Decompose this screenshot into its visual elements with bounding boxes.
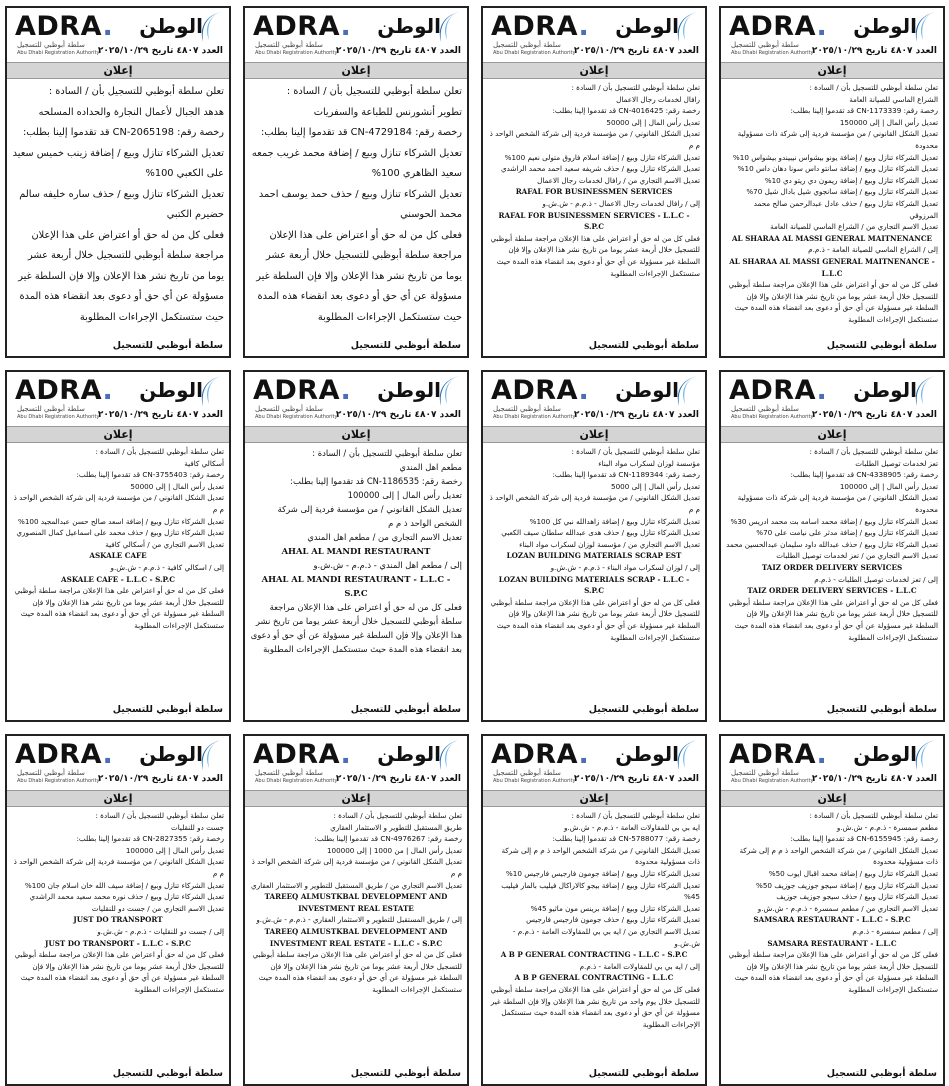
notice-line: إلى / الشراع الماسي للصيانة العامة - ذ.م.م xyxy=(808,245,938,255)
notice-line: تعديل رأس المال | من 1000 | إلى 100000 xyxy=(326,845,462,855)
adra-english-name: Abu Dhabi Registration Authority xyxy=(255,778,338,784)
notice-line: مطعم اهل المندي xyxy=(399,462,462,472)
notice-line: رخصة رقم: CN-4729184 قد تقدموا إلينا بطلب: xyxy=(260,127,462,138)
adra-arabic-name: سلطة أبوظبي للتسجيل xyxy=(255,405,323,413)
notice-line: إلى / ايه بي بي للمقاولات العامة - ذ.م.م xyxy=(579,961,700,971)
notice-line: تعلن سلطة أبوظبي للتسجيل بأن / السادة : xyxy=(333,811,462,820)
issue-number-date: العدد ٤٨٠٧ تاريخ ٢٠٢٥/١٠/٢٩ xyxy=(335,410,461,420)
notice-line: تعلن سلطة أبوظبي للتسجيل بأن / السادة : xyxy=(571,447,700,456)
notice-banner: إعلان xyxy=(7,426,229,443)
notice-line: مطعم سمسرة - ذ.م.م - ش.ش.و xyxy=(836,822,938,832)
notice-line: تعديل الاسم التجاري من / تعز لخدمات توصيل الطلبات xyxy=(776,551,938,561)
notice-line: تعديل الاسم التجاري من / جست دو للنقليات xyxy=(91,903,224,913)
notice-body xyxy=(721,443,943,704)
adra-logo: ADRA. xyxy=(729,11,828,42)
issue-number-date: العدد ٤٨٠٧ تاريخ ٢٠٢٥/١٠/٢٩ xyxy=(97,46,223,56)
notice-line: إلى / اسكالي كافية - ذ.م.م - ش.ش.و xyxy=(110,562,224,572)
notice-line: تعديل الشركاء تنازل وبيع / إضافة مدثر على نيامت على 70% xyxy=(756,528,938,538)
adra-english-name: Abu Dhabi Registration Authority xyxy=(255,414,338,420)
notice-line: رخصة رقم: CN-6155945 قد تقدموا إلينا بطلب: xyxy=(790,834,938,844)
issue-number-date: العدد ٤٨٠٧ تاريخ ٢٠٢٥/١٠/٢٩ xyxy=(573,410,699,420)
adra-english-name: Abu Dhabi Registration Authority xyxy=(493,778,576,784)
notice-header xyxy=(721,736,943,790)
notice-banner: إعلان xyxy=(483,62,705,79)
notice-line: فعلى كل من له حق أو اعتراض على هذا الإعلان مراجعة سلطة أبوظبي للتسجيل خلال أربعة عشر يوما من تاريخ نشر هذا الإعلان وإلا فإن السلطة غير مسؤولة عن أي حق أو دعوى بعد انقضاء هذه المدة حيث ستستكمل الإجراءات المطلوبة xyxy=(256,229,462,323)
adra-logo: ADRA. xyxy=(729,739,828,770)
adra-english-name: Abu Dhabi Registration Authority xyxy=(731,50,814,56)
notice-line: رخصة رقم: CN-1173339 قد تقدموا إلينا بطلب: xyxy=(790,106,938,116)
notice-line: SAMSARA RESTAURANT - L.L.C xyxy=(767,938,897,948)
notice-card-11 xyxy=(243,734,469,1086)
notice-line: تعديل الشركاء تنازل وبيع / إضافة سانجوي شيل بادال شيل 70% xyxy=(746,187,938,197)
notice-line: تعديل الشركاء تنازل وبيع / إضافة سيف الله خان اسلام جان 100% xyxy=(24,880,224,890)
notice-line: رخصة رقم: CN-2827355 قد تقدموا إلينا بطلب: xyxy=(76,834,224,844)
notice-line: رخصة رقم: CN-2065198 قد تقدموا إلينا بطلب: xyxy=(22,127,224,138)
notice-line: JUST DO TRANSPORT xyxy=(73,915,163,925)
notice-line: أسكالي كافية xyxy=(184,458,224,468)
notice-signature: سلطة أبوظبي للتسجيل xyxy=(826,340,937,351)
adra-logo: ADRA. xyxy=(15,375,114,406)
notice-line: إلى / مطعم سمسرة - ذ.م.م xyxy=(852,926,938,936)
notice-line: تعديل رأس المال | إلى 50000 xyxy=(130,481,224,491)
notice-body xyxy=(245,443,467,704)
notice-line: تعديل الشركاء تنازل وبيع / إضافة جومون فارجيس فارجيس 10% xyxy=(505,868,700,878)
adra-arabic-name: سلطة أبوظبي للتسجيل xyxy=(255,769,323,777)
notice-banner: إعلان xyxy=(721,62,943,79)
notice-line: رخصة رقم: CN-5788077 قد تقدموا إلينا بطلب: xyxy=(552,834,700,844)
notice-body xyxy=(721,79,943,340)
alwatan-newspaper-name: الوطن xyxy=(853,378,917,402)
notice-line: ASKALE CAFE - L.L.C - S.P.C xyxy=(61,574,175,584)
adra-arabic-name: سلطة أبوظبي للتسجيل xyxy=(17,769,85,777)
notice-line: فعلى كل من له حق أو اعتراض على هذا الإعلان مراجعة سلطة أبوظبي للتسجيل خلال أربعة عشر يوما من تاريخ نشر هذا الإعلان وإلا فإن السلطة غير مسؤولة عن أي حق أو دعوى بعد انقضاء هذه المدة حيث ستستكمل الإجراءات المطلوبة xyxy=(14,950,224,994)
notice-line: فعلى كل من له حق أو اعتراض على هذا الإعلان مراجعة سلطة أبوظبي للتسجيل خلال يوم واحد من تاريخ نشر هذا الإعلان وإلا فإن السلطة غير مسؤولة عن أي حق أو دعوى بعد انقضاء هذه المدة حيث ستستكمل الإجراءات المطلوبة xyxy=(490,984,700,1029)
notice-line: رخصة رقم: CN-4338905 قد تقدموا إلينا بطلب: xyxy=(790,470,938,480)
notice-line: تعديل الشركاء تنازل وبيع / حذف شريفه سعيد احمد محمد الراشدي xyxy=(501,164,700,174)
adra-arabic-name: سلطة أبوظبي للتسجيل xyxy=(493,41,561,49)
notice-body xyxy=(245,807,467,1068)
notice-line: تعلن سلطة أبوظبي للتسجيل بأن / السادة : xyxy=(95,447,224,456)
adra-arabic-name: سلطة أبوظبي للتسجيل xyxy=(493,769,561,777)
notice-line: تعديل رأس المال | إلى 150000 xyxy=(839,117,938,127)
notice-line: تعديل الشكل القانوني / من مؤسسة فردية إلى شركة الشخص الواحد ذ م م xyxy=(251,857,462,878)
notice-line: AHAL AL MANDI RESTAURANT xyxy=(281,546,431,556)
alwatan-newspaper-name: الوطن xyxy=(377,742,441,766)
notice-card-5 xyxy=(719,370,945,722)
notice-line: TAREEQ ALMUSTKBAL DEVELOPMENT AND INVESTMENT REAL ESTATE - L.L.C - S.P.C xyxy=(264,926,448,948)
notice-signature: سلطة أبوظبي للتسجيل xyxy=(350,704,461,715)
notice-line: تعلن سلطة أبوظبي للتسجيل بأن / السادة : xyxy=(809,447,938,456)
notice-header xyxy=(7,8,229,62)
notice-signature: سلطة أبوظبي للتسجيل xyxy=(112,704,223,715)
notice-line: RAFAL FOR BUSINESSMEN SERVICES - L.L.C - S.P.C xyxy=(498,210,690,232)
adra-arabic-name: سلطة أبوظبي للتسجيل xyxy=(17,41,85,49)
notice-line: تعلن سلطة أبوظبي للتسجيل بأن / السادة : xyxy=(286,86,462,97)
notice-line: تعديل الشكل القانوني / من مؤسسة فردية إلى شركة الشخص الواحد ذ م م xyxy=(13,857,224,878)
alwatan-newspaper-name: الوطن xyxy=(139,378,203,402)
adra-arabic-name: سلطة أبوظبي للتسجيل xyxy=(731,41,799,49)
notice-signature: سلطة أبوظبي للتسجيل xyxy=(112,1068,223,1079)
notice-line: تعديل الاسم التجاري من / مؤسسة لوزان لسكراب مواد البناء xyxy=(519,539,700,549)
notice-line: TAIZ ORDER DELIVERY SERVICES xyxy=(761,562,903,572)
notice-body xyxy=(7,443,229,704)
adra-english-name: Abu Dhabi Registration Authority xyxy=(731,414,814,420)
alwatan-newspaper-name: الوطن xyxy=(853,742,917,766)
issue-number-date: العدد ٤٨٠٧ تاريخ ٢٠٢٥/١٠/٢٩ xyxy=(811,410,937,420)
notice-line: تعديل رأس المال | إلى 50000 xyxy=(606,117,700,127)
notice-line: تعلن سلطة أبوظبي للتسجيل بأن / السادة : xyxy=(48,86,224,97)
notice-line: تعديل رأس المال | إلى 100000 xyxy=(347,490,462,500)
alwatan-newspaper-name: الوطن xyxy=(377,378,441,402)
notice-card-10 xyxy=(481,734,707,1086)
notice-line: تعديل الاسم التجاري من / مطعم سمسرة - ذ.م.م - ش.ش.و xyxy=(757,903,938,913)
adra-arabic-name: سلطة أبوظبي للتسجيل xyxy=(255,41,323,49)
alwatan-newspaper-name: الوطن xyxy=(139,742,203,766)
notice-line: مؤسسة لوزان لسكراب مواد البناء xyxy=(598,458,700,468)
notice-card-7 xyxy=(243,370,469,722)
notice-banner: إعلان xyxy=(245,426,467,443)
notice-body xyxy=(483,443,705,704)
notice-line: تعديل الاسم التجاري من / رافال لخدمات رجال الاعمال xyxy=(537,175,700,185)
notice-body xyxy=(483,807,705,1068)
adra-logo: ADRA. xyxy=(15,11,114,42)
notice-banner: إعلان xyxy=(245,790,467,807)
notice-line: تعديل الشركاء تنازل وبيع / إضافة سيجو جوزيف جوزيف 50% xyxy=(755,880,938,890)
notice-signature: سلطة أبوظبي للتسجيل xyxy=(588,704,699,715)
notice-signature: سلطة أبوظبي للتسجيل xyxy=(588,340,699,351)
issue-number-date: العدد ٤٨٠٧ تاريخ ٢٠٢٥/١٠/٢٩ xyxy=(573,774,699,784)
issue-number-date: العدد ٤٨٠٧ تاريخ ٢٠٢٥/١٠/٢٩ xyxy=(811,774,937,784)
notice-line: SAMSARA RESTAURANT - L.L.C - S.P.C xyxy=(753,915,911,925)
notice-line: LOZAN BUILDING MATERIALS SCRAP - L.L.C - S.P.C xyxy=(498,574,690,596)
notice-line: تعديل الشركاء تنازل وبيع / حذف عبدالله داود سليمان عبدالحسين محمد xyxy=(726,539,938,549)
notice-line: تعديل الشركاء تنازل وبيع / حذف عادل عبدالرحمن صالح محمد المرزوقي xyxy=(753,198,938,220)
notice-line: فعلى كل من له حق أو اعتراض على هذا الإعلان مراجعة سلطة أبوظبي للتسجيل خلال أربعة عشر يوما من تاريخ نشر هذا الإعلان وإلا فإن السلطة غير مسؤولة عن أي حق أو دعوى بعد انقضاء هذه المدة حيث ستستكمل الإجراءات المطلوبة xyxy=(490,597,700,642)
notice-line: تعديل رأس المال | إلى 100000 xyxy=(839,481,938,491)
notice-body xyxy=(7,807,229,1068)
notice-line: تعديل الشركاء تنازل وبيع / إضافة محمد اسامه بت محمد ادريس 30% xyxy=(730,516,938,526)
notice-line: تعديل الشكل القانوني / من مؤسسة فردية إلى شركة الشخص الواحد ذ م م xyxy=(277,504,462,528)
notice-signature: سلطة أبوظبي للتسجيل xyxy=(826,1068,937,1079)
notice-line: فعلى كل من له حق أو اعتراض على هذا الإعلان مراجعة سلطة أبوظبي للتسجيل خلال أربعة عشر يوما من تاريخ نشر هذا الإعلان وإلا فإن السلطة غير مسؤولة عن أي حق أو دعوى بعد انقضاء هذه المدة حيث ستستكمل الإجراءات المطلوبة xyxy=(728,280,938,324)
notice-line: تعديل الشركاء تنازل وبيع / إضافة بيجو كالاراكال فيليب بالمار فيليب 45% xyxy=(501,880,700,902)
issue-number-date: العدد ٤٨٠٧ تاريخ ٢٠٢٥/١٠/٢٩ xyxy=(335,46,461,56)
notice-line: إلى / لوزان لسكراب مواد البناء - ذ.م.م - ش.ش.و xyxy=(550,562,700,572)
adra-logo: ADRA. xyxy=(253,375,352,406)
notice-line: تعديل الشكل القانوني / من مؤسسة فردية إلى شركة الشخص الواحد ذ م م xyxy=(489,129,700,150)
issue-number-date: العدد ٤٨٠٧ تاريخ ٢٠٢٥/١٠/٢٩ xyxy=(97,410,223,420)
notice-line: TAREEQ ALMUSTKBAL DEVELOPMENT AND INVESTMENT REAL ESTATE xyxy=(264,892,448,913)
notice-line: تعديل الشركاء تنازل وبيع / إضافة محمد غريب جمعه سعيد الظاهري 100% xyxy=(251,147,462,179)
alwatan-newspaper-name: الوطن xyxy=(853,14,917,38)
notice-card-8 xyxy=(5,370,231,722)
notice-line: فعلى كل من له حق أو اعتراض على هذا الإعلان مراجعة سلطة أبوظبي للتسجيل خلال أربعة عشر يوما من تاريخ نشر هذا الإعلان وإلا فإن السلطة غير مسؤولة عن أي حق أو دعوى بعد انقضاء هذه المدة حيث ستستكمل الإجراءات المطلوبة xyxy=(18,229,224,323)
notice-line: تعديل الشركاء تنازل وبيع / إضافة اسعد صالح حسن عبدالمجيد 100% xyxy=(17,516,224,526)
notice-banner: إعلان xyxy=(721,426,943,443)
notice-card-1 xyxy=(719,6,945,358)
notice-line: إلى / تعز لخدمات توصيل الطلبات - ذ.م.م xyxy=(814,574,938,584)
notice-line: تعديل الشركاء تنازل وبيع / حذف نوره محمد سعيد محمد الراشدي xyxy=(29,892,224,902)
notice-line: تعديل الشركاء تنازل وبيع / إضافة محمد اقبال ايوب 50% xyxy=(768,868,938,878)
adra-logo: ADRA. xyxy=(491,375,590,406)
adra-logo: ADRA. xyxy=(491,739,590,770)
issue-number-date: العدد ٤٨٠٧ تاريخ ٢٠٢٥/١٠/٢٩ xyxy=(811,46,937,56)
notice-line: طريق المستقبل للتطوير و الاستثمار العقاري xyxy=(330,822,462,832)
notice-line: رخصة رقم: CN-1186535 قد تقدموا إلينا بطلب: xyxy=(290,476,462,486)
issue-number-date: العدد ٤٨٠٧ تاريخ ٢٠٢٥/١٠/٢٩ xyxy=(573,46,699,56)
adra-arabic-name: سلطة أبوظبي للتسجيل xyxy=(731,405,799,413)
adra-logo: ADRA. xyxy=(491,11,590,42)
adra-english-name: Abu Dhabi Registration Authority xyxy=(17,50,100,56)
notice-line: تعديل الاسم التجاري من / الشراع الماسي للصيانة العامة xyxy=(770,222,938,232)
notice-line: إلى / رافال لخدمات رجال الاعمال - ذ.م.م - ش.ش.و xyxy=(542,198,700,208)
notice-line: تعديل الاسم التجاري من / طريق المستقبل للتطوير و الاستثمار العقاري xyxy=(251,880,462,890)
notice-body xyxy=(7,79,229,340)
notice-line: تعلن سلطة أبوظبي للتسجيل بأن / السادة : xyxy=(809,811,938,820)
notice-line: RAFAL FOR BUSINESSMEN SERVICES xyxy=(515,187,673,197)
adra-english-name: Abu Dhabi Registration Authority xyxy=(493,50,576,56)
notice-header xyxy=(483,736,705,790)
adra-logo: ADRA. xyxy=(253,11,352,42)
notice-line: فعلى كل من له حق أو اعتراض على هذا الإعلان مراجعة سلطة أبوظبي للتسجيل خلال أربعة عشر يوما من تاريخ نشر هذا الإعلان وإلا فإن السلطة غير مسؤولة عن أي حق أو دعوى بعد انقضاء هذه المدة حيث ستستكمل الإجراءات المطلوبة xyxy=(250,602,462,654)
notice-line: تعديل الشركاء تنازل وبيع / إضافة زاهدالله نبي كل 100% xyxy=(529,516,700,526)
notice-line: تعديل الشركاء تنازل وبيع / حذف محمد على اسماعيل كمال المنصوري xyxy=(16,528,224,538)
notice-header xyxy=(7,372,229,426)
notice-line: تعديل الاسم التجاري من / مطعم اهل المندي xyxy=(307,532,462,542)
alwatan-newspaper-name: الوطن xyxy=(615,14,679,38)
adra-logo: ADRA. xyxy=(729,375,828,406)
adra-english-name: Abu Dhabi Registration Authority xyxy=(17,778,100,784)
notice-line: TAIZ ORDER DELIVERY SERVICES - L.L.C xyxy=(747,586,917,596)
notice-line: فعلى كل من له حق أو اعتراض على هذا الإعلان مراجعة سلطة أبوظبي للتسجيل خلال أربعة عشر يوما من تاريخ نشر هذا الإعلان وإلا فإن السلطة غير مسؤولة عن أي حق أو دعوى بعد انقضاء هذه المدة حيث ستستكمل الإجراءات المطلوبة xyxy=(14,586,224,630)
notice-header xyxy=(721,372,943,426)
alwatan-newspaper-name: الوطن xyxy=(139,14,203,38)
notice-line: LOZAN BUILDING MATERIALS SCRAP EST xyxy=(506,551,682,561)
notice-line: فعلى كل من له حق أو اعتراض على هذا الإعلان مراجعة سلطة أبوظبي للتسجيل خلال أربعة عشر يوما من تاريخ نشر هذا الإعلان وإلا فإن السلطة غير مسؤولة عن أي حق أو دعوى بعد انقضاء هذه المدة حيث ستستكمل الإجراءات المطلوبة xyxy=(728,950,938,994)
notice-signature: سلطة أبوظبي للتسجيل xyxy=(112,340,223,351)
notice-banner: إعلان xyxy=(245,62,467,79)
notice-line: تعلن سلطة أبوظبي للتسجيل بأن / السادة : xyxy=(95,811,224,820)
notice-signature: سلطة أبوظبي للتسجيل xyxy=(350,1068,461,1079)
notice-header xyxy=(7,736,229,790)
notice-signature: سلطة أبوظبي للتسجيل xyxy=(588,1068,699,1079)
notice-line: فعلى كل من له حق أو اعتراض على هذا الإعلان مراجعة سلطة أبوظبي للتسجيل خلال أربعة عشر يوما من تاريخ نشر هذا الإعلان وإلا فإن السلطة غير مسؤولة عن أي حق أو دعوى بعد انقضاء هذه المدة حيث ستستكمل الإجراءات المطلوبة xyxy=(252,950,462,994)
notice-line: JUST DO TRANSPORT - L.L.C - S.P.C xyxy=(45,938,191,948)
adra-english-name: Abu Dhabi Registration Authority xyxy=(17,414,100,420)
notice-line: إلى / جست دو للنقليات - ذ.م.م - ش.ش.و xyxy=(97,926,224,936)
notice-banner: إعلان xyxy=(721,790,943,807)
notice-line: تعديل الشركاء تنازل وبيع / إضافة برينس مون ماثيو 45% xyxy=(530,903,700,913)
notice-line: تعديل الشكل القانوني / من مؤسسة فردية إلى شركة الشخص الواحد ذ م م xyxy=(489,493,700,514)
notice-line: A B P GENERAL CONTRACTING - L.L.C - S.P.C xyxy=(500,950,688,960)
notice-line: تعديل رأس المال | إلى 5000 xyxy=(611,481,700,491)
notice-line: ASKALE CAFE xyxy=(89,551,147,561)
notice-line: الشراع الماسي للصيانة العامة xyxy=(849,94,938,104)
notice-line: إلى / مطعم اهل المندي - ذ.م.م - ش.ش.و xyxy=(313,560,462,570)
notice-line: تعلن سلطة أبوظبي للتسجيل بأن / السادة : xyxy=(571,811,700,820)
notice-line: تعديل الشكل القانوني / من شركة الشخص الواحد ذ م م إلى شركة ذات مسؤولية محدودة xyxy=(739,845,938,867)
notice-card-2 xyxy=(481,6,707,358)
notice-line: جست دو للنقليات xyxy=(170,822,224,832)
notice-line: رخصة رقم: CN-4976267 قد تقدموا إلينا بطلب: xyxy=(314,834,462,844)
adra-arabic-name: سلطة أبوظبي للتسجيل xyxy=(17,405,85,413)
notice-line: تعديل الشركاء تنازل وبيع / إضافة سانتو داس سونا دهان داس 10% xyxy=(737,164,938,174)
notice-line: رافال لخدمات رجال الاعمال xyxy=(616,94,700,104)
notice-line: إلى / طريق المستقبل للتطوير و الاستثمار العقاري - ذ.م.م - ش.ش.و xyxy=(256,915,462,925)
notice-header xyxy=(721,8,943,62)
notice-line: تعديل الشركاء تنازل وبيع / حذف ساره خليفه سالم حضيرم الكتبي xyxy=(19,188,224,220)
notice-banner: إعلان xyxy=(7,790,229,807)
notice-line: AL SHARAA AL MASSI GENERAL MAITNENANCE - L.L.C xyxy=(729,256,935,278)
adra-english-name: Abu Dhabi Registration Authority xyxy=(731,778,814,784)
notice-banner: إعلان xyxy=(483,426,705,443)
adra-logo: ADRA. xyxy=(253,739,352,770)
notice-banner: إعلان xyxy=(483,790,705,807)
notice-line: فعلى كل من له حق أو اعتراض على هذا الإعلان مراجعة سلطة أبوظبي للتسجيل خلال أربعة عشر يوما من تاريخ نشر هذا الإعلان وإلا فإن السلطة غير مسؤولة عن أي حق أو دعوى بعد انقضاء هذه المدة حيث ستستكمل الإجراءات المطلوبة xyxy=(490,233,700,278)
notice-card-3 xyxy=(243,6,469,358)
notice-line: تعديل رأس المال | إلى 100000 xyxy=(125,845,224,855)
notice-signature: سلطة أبوظبي للتسجيل xyxy=(350,340,461,351)
notice-line: تعديل الشكل القانوني / من مؤسسة فردية إلى شركة ذات مسؤولية محدودة xyxy=(737,129,938,150)
notice-header xyxy=(483,372,705,426)
notice-banner: إعلان xyxy=(7,62,229,79)
issue-number-date: العدد ٤٨٠٧ تاريخ ٢٠٢٥/١٠/٢٩ xyxy=(97,774,223,784)
adra-english-name: Abu Dhabi Registration Authority xyxy=(493,414,576,420)
notice-line: رخصة رقم: CN-1189344 قد تقدموا إلينا بطلب: xyxy=(552,470,700,480)
notice-line: رخصة رقم: CN-3755403 قد تقدموا إلينا بطلب: xyxy=(76,470,224,480)
notice-line: تعديل الاسم التجاري من / أسكالي كافية xyxy=(105,539,224,549)
notice-line: تعديل الشكل القانوني / من مؤسسة فردية إلى شركة ذات مسؤولية محدودة xyxy=(737,493,938,514)
notice-line: تعديل الشركاء تنازل وبيع / إضافة يونو بيشواس نيبيندو بيشواس 10% xyxy=(732,152,938,162)
notice-card-6 xyxy=(481,370,707,722)
notice-line: تعديل الاسم التجاري من / ايه بي بي للمقاولات العامة - ذ.م.م - ش.ش.و xyxy=(512,926,700,948)
notice-header xyxy=(245,8,467,62)
notice-line: تطوير أنشورنس للطباعة والسفريات xyxy=(313,106,462,118)
notice-body xyxy=(245,79,467,340)
adra-logo: ADRA. xyxy=(15,739,114,770)
adra-english-name: Abu Dhabi Registration Authority xyxy=(255,50,338,56)
notice-line: AL SHARAA AL MASSI GENERAL MAITNENANCE xyxy=(731,233,933,243)
notice-card-9 xyxy=(719,734,945,1086)
notice-line: AHAL AL MANDI RESTAURANT - L.L.C - S.P.C xyxy=(261,574,451,598)
notice-line: تعديل الشكل القانوني / من مؤسسة فردية إلى شركة الشخص الواحد ذ م م xyxy=(13,493,224,514)
notice-signature: سلطة أبوظبي للتسجيل xyxy=(826,704,937,715)
alwatan-newspaper-name: الوطن xyxy=(615,742,679,766)
notice-line: A B P GENERAL CONTRACTING - L.L.C xyxy=(514,973,674,983)
notice-line: تعلن سلطة أبوظبي للتسجيل بأن / السادة : xyxy=(312,448,462,458)
notice-header xyxy=(245,372,467,426)
notice-line: تعديل الشركاء تنازل وبيع / حذف حمد يوسف احمد محمد الحوسني xyxy=(258,188,462,220)
adra-arabic-name: سلطة أبوظبي للتسجيل xyxy=(731,769,799,777)
notice-line: ايه بي بي للمقاولات العامة - ذ.م.م - ش.ش.و xyxy=(564,822,700,832)
alwatan-newspaper-name: الوطن xyxy=(615,378,679,402)
notice-line: تعلن سلطة أبوظبي للتسجيل بأن / السادة : xyxy=(571,83,700,92)
notice-body xyxy=(483,79,705,340)
notice-line: تعديل الشركاء تنازل وبيع / حذف هدى عبدالله سلطان سيف الكعبي xyxy=(501,528,700,538)
notice-line: تعديل الشركاء تنازل وبيع / إضافة اسلام فاروق متولى نعيم 100% xyxy=(504,152,700,162)
notice-line: فعلى كل من له حق أو اعتراض على هذا الإعلان مراجعة سلطة أبوظبي للتسجيل خلال أربعة عشر يوما من تاريخ نشر هذا الإعلان وإلا فإن السلطة غير مسؤولة عن أي حق أو دعوى بعد انقضاء هذه المدة حيث ستستكمل الإجراءات المطلوبة xyxy=(728,597,938,642)
notice-line: تعديل الشركاء تنازل وبيع / إضافة زينب خميس سعيد على الكعبي 100% xyxy=(12,147,224,179)
notice-header xyxy=(245,736,467,790)
notice-card-4 xyxy=(5,6,231,358)
adra-arabic-name: سلطة أبوظبي للتسجيل xyxy=(493,405,561,413)
notice-line: تعديل الشكل القانوني / من شركة الشخص الواحد ذ م م إلى شركة ذات مسؤولية محدودة xyxy=(501,845,700,867)
notice-card-12 xyxy=(5,734,231,1086)
notice-line: تعز لخدمات توصيل الطلبات xyxy=(855,458,938,468)
notice-line: تعديل الشركاء تنازل وبيع / إضافة ريمون دي ريتو دي 10% xyxy=(764,175,938,185)
notice-line: تعديل الشركاء تنازل وبيع / حذف سيجو جوزيف جوزيف xyxy=(776,892,938,902)
notice-line: رخصة رقم: CN-4016425 قد تقدموا إلينا بطلب: xyxy=(552,106,700,116)
notice-line: هدهد الجبال لأعمال النجارة والحداده المسلحه xyxy=(38,106,224,118)
notice-line: تعلن سلطة أبوظبي للتسجيل بأن / السادة : xyxy=(809,83,938,92)
notice-header xyxy=(483,8,705,62)
notice-line: تعديل الشركاء تنازل وبيع / حذف جومون فارجيس فارجيس xyxy=(526,915,700,925)
issue-number-date: العدد ٤٨٠٧ تاريخ ٢٠٢٥/١٠/٢٩ xyxy=(335,774,461,784)
alwatan-newspaper-name: الوطن xyxy=(377,14,441,38)
notice-body xyxy=(721,807,943,1068)
